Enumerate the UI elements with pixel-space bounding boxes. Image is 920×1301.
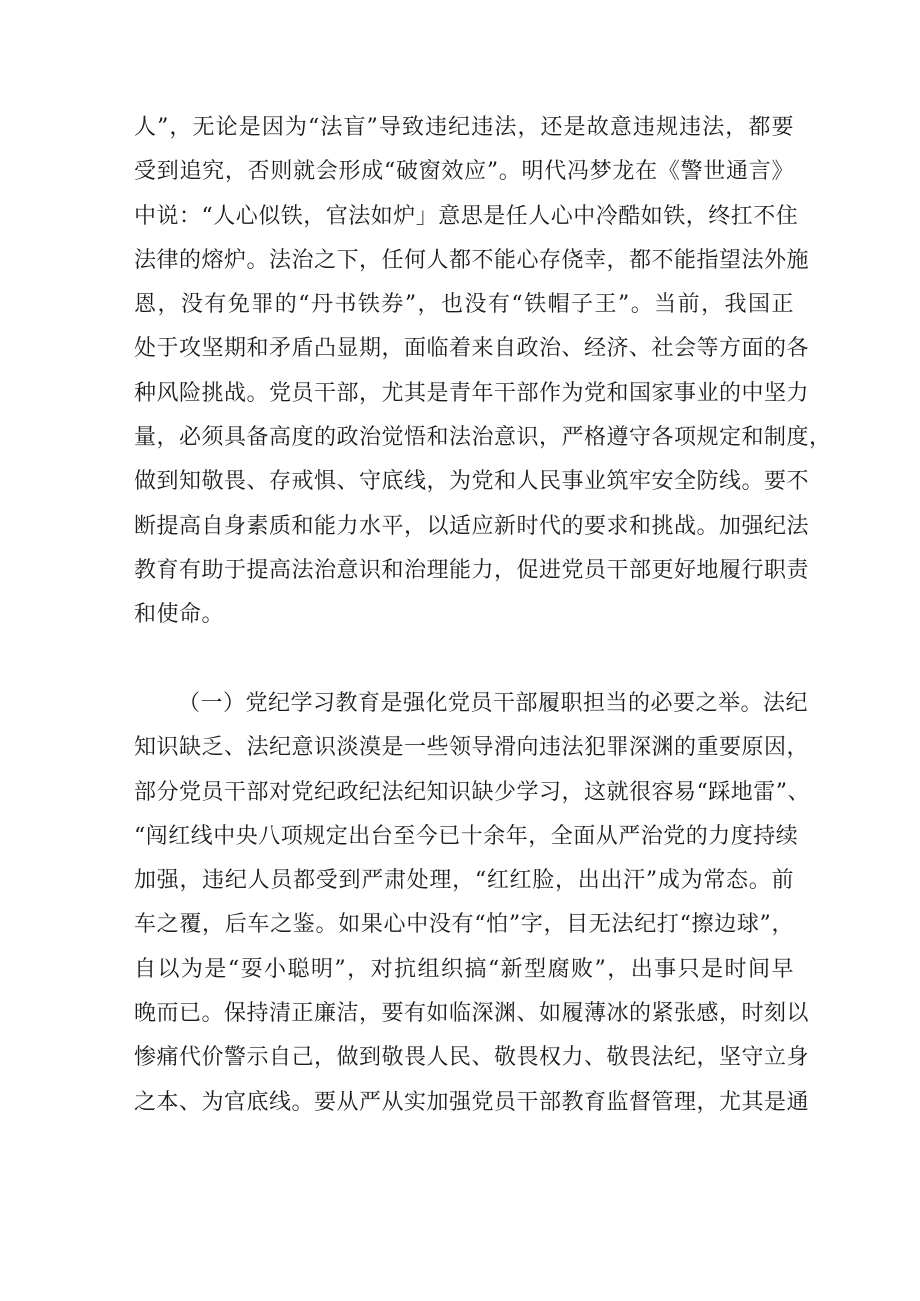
text-line: 惨痛代价警示自己，做到敬畏人民、敬畏权力、敬畏法纪，坚守立身 — [134, 1045, 810, 1071]
text-line-section-heading: （一）党纪学习教育是强化党员干部履职担当的必要之举。法纪 — [178, 691, 809, 716]
text-line: 之本、为官底线。要从严从实加强党员干部教育监督管理，尤其是通 — [134, 1089, 810, 1115]
text-line: 中说：“人心似铁，官法如炉」意思是任人心中冷酷如铁，终扛不住 — [134, 203, 799, 229]
text-line: 处于攻坚期和矛盾凸显期，面临着来自政治、经济、社会等方面的各 — [134, 336, 810, 362]
text-line: 断提高自身素质和能力水平，以适应新时代的要求和挑战。加强纪法 — [134, 513, 810, 539]
text-line: 部分党员干部对党纪政纪法纪知识缺少学习，这就很容易“踩地雷”、 — [134, 779, 810, 805]
text-line: “闯红线中央八项规定出台至今已十余年，全面从严治党的力度持续 — [134, 823, 799, 849]
text-line: 和使命。 — [134, 602, 225, 628]
text-line: 加强，违纪人员都受到严肃处理，“红红脸，出出汗”成为常态。前 — [134, 868, 794, 894]
text-line: 量，必须具备高度的政治觉悟和法治意识，严格遵守各项规定和制度， — [134, 425, 832, 451]
text-line: 自以为是“耍小聪明”，对抗组织搞“新型腐败”，出事只是时间早 — [134, 956, 794, 982]
text-line: 做到知敬畏、存戒惧、守底线，为党和人民事业筑牢安全防线。要不 — [134, 469, 810, 495]
text-line: 晚而已。保持清正廉洁，要有如临深渊、如履薄冰的紧张感，时刻以 — [134, 1001, 810, 1027]
body-paragraph-1 — [134, 106, 832, 638]
text-line: 恩，没有免罪的“丹书铁券”，也没有“铁帽子王”。当前，我国正 — [134, 292, 794, 318]
text-line: 法律的熔炉。法治之下，任何人都不能心存侥幸，都不能指望法外施 — [134, 247, 810, 273]
text-line: 种风险挑战。党员干部，尤其是青年干部作为党和国家事业的中坚力 — [134, 380, 810, 406]
text-line: 教育有助于提高法治意识和治理能力，促进党员干部更好地履行职责 — [134, 557, 810, 583]
text-line: 人”，无论是因为“法盲”导致违纪违法，还是故意违规违法，都要 — [134, 115, 794, 140]
text-line: 知识缺乏、法纪意识淡漠是一些领导滑向违法犯罪深渊的重要原因， — [134, 735, 810, 761]
text-line: 车之覆，后车之鉴。如果心中没有“怕”字，目无法纪打“擦边球”， — [134, 912, 794, 938]
text-line: 受到追究，否则就会形成“破窗效应”。明代冯梦龙在《警世通言》 — [134, 159, 794, 185]
body-paragraph-2 — [134, 682, 810, 1125]
